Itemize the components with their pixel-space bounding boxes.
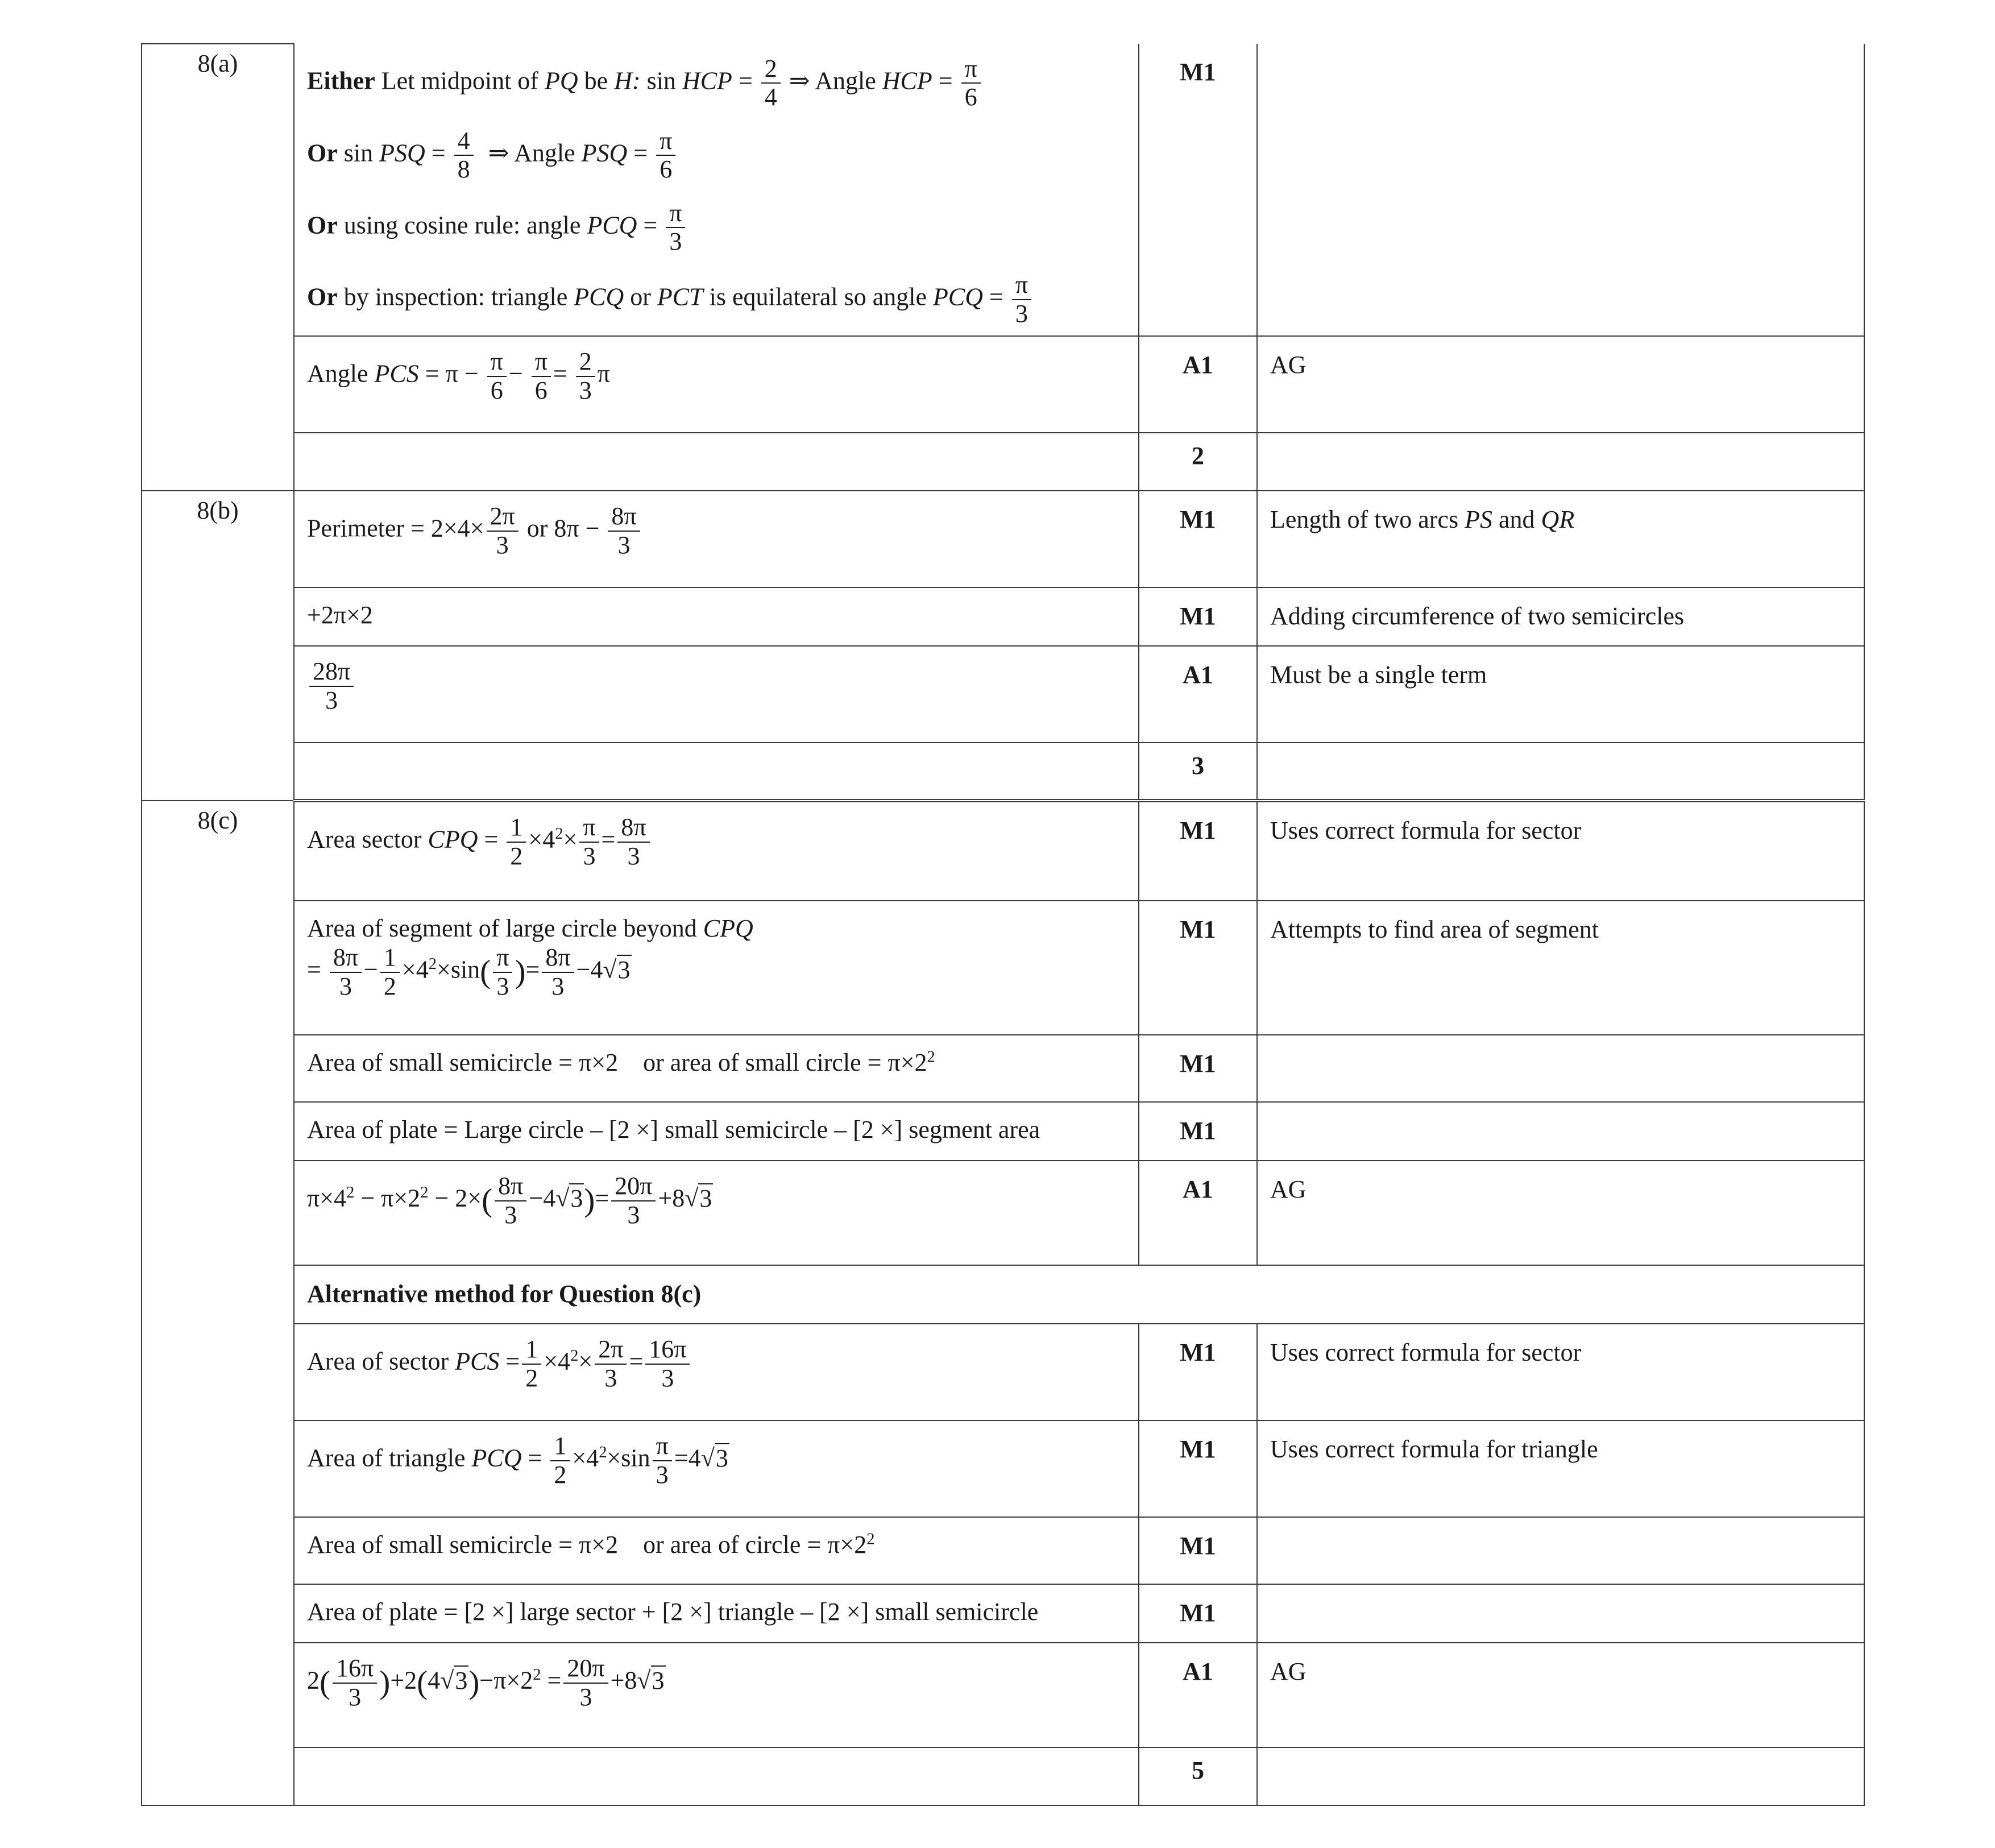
row-8c-alt-semicircle: [142, 1517, 1864, 1584]
fraction: $\frac{8\pi}{3}$: [542, 944, 574, 1000]
answer-cell: Area of plate = [2 ×] large sector + [2 ×] triangle – [2 ×] small semicircle: [294, 1584, 1139, 1643]
fraction: $\frac{\pi}{3}$: [653, 1432, 672, 1489]
fraction: $\frac{1}{2}$: [522, 1336, 541, 1392]
guidance-cell: [1257, 1102, 1864, 1161]
fraction: $\frac{\pi}{6}$: [487, 348, 507, 404]
guidance-cell: AG: [1257, 336, 1864, 433]
answer-cell: Perimeter = 2×4× $\frac{2\pi}{3}$ or 8π − $\frac{8\pi}{3}$: [294, 491, 1139, 587]
answer-cell: 2( $\frac{16\pi}{3}$ )$+2(4√3)-\pi\times 2^2$ = $\frac{20\pi}{3}$ +8√3: [294, 1643, 1139, 1747]
mark-cell: A1: [1139, 336, 1257, 433]
fraction: $\frac{\pi}{6}$: [532, 348, 551, 404]
mark-cell: M1: [1139, 901, 1257, 1035]
answer-cell: Area of sector PCS = $\frac{1}{2}$ $\times 4^2\times$ $\frac{2\pi}{3}$ = $\frac{16\pi}{3}$: [294, 1324, 1139, 1420]
answer-cell: Area sector CPQ = $\frac{1}{2}$ $\times 4^2\times$ $\frac{\pi}{3}$ = $\frac{8\pi}{3}$: [294, 801, 1139, 901]
row-8b-answer: [142, 646, 1864, 743]
mark-cell: M1: [1139, 1035, 1257, 1102]
row-8b-arcs: [142, 491, 1864, 587]
mark-cell: M1: [1139, 1517, 1257, 1584]
fraction: $\frac{2}{4}$: [761, 55, 781, 111]
question-number: 8(b): [142, 491, 294, 801]
fraction: $\frac{8\pi}{3}$: [617, 814, 649, 870]
guidance-cell: Uses correct formula for triangle: [1257, 1420, 1864, 1517]
mark-cell: M1: [1139, 1102, 1257, 1161]
mark-cell: A1: [1139, 1161, 1257, 1265]
fraction: $\frac{\pi}{3}$: [666, 200, 685, 256]
fraction: $\frac{2}{3}$: [576, 348, 595, 404]
row-8a-total: [142, 433, 1864, 491]
guidance-cell: [1257, 1035, 1864, 1102]
guidance-cell: [1257, 433, 1864, 491]
mark-cell: M1: [1139, 44, 1257, 336]
answer-cell: [294, 743, 1139, 801]
guidance-cell: [1257, 1517, 1864, 1584]
answer-cell: $\pi\times 4^2 - \pi\times 2^2 - 2\times$( $\frac{8\pi}{3}$ −4√3)= $\frac{20\pi}{3}$ +8√3: [294, 1161, 1139, 1265]
answer-line: = $\frac{8\pi}{3}$ − $\frac{1}{2}$ $\times 4^2\times\sin$( $\frac{\pi}{3}$ )= $\frac{8\pi}{3}$ −4√3: [307, 943, 631, 1000]
row-8c-semicircle: [142, 1035, 1864, 1102]
fraction: $\frac{8\pi}{3}$: [330, 944, 362, 1000]
guidance-cell: AG: [1257, 1643, 1864, 1747]
mark-cell: A1: [1139, 646, 1257, 743]
mark-cell: M1: [1139, 1420, 1257, 1517]
mark-cell: M1: [1139, 587, 1257, 646]
guidance-cell: [1257, 1584, 1864, 1643]
question-number: 8(a): [142, 44, 294, 491]
mark-cell: M1: [1139, 1584, 1257, 1643]
fraction: $\frac{28\pi}{3}$: [309, 658, 354, 714]
answer-line: Either Let midpoint of PQ be H: sin HCP = $\frac{2}{4}$ ⇒ Angle HCP = $\frac{\pi}{6}$: [307, 55, 1126, 111]
fraction: $\frac{20\pi}{3}$: [611, 1172, 656, 1229]
fraction: $\frac{\pi}{6}$: [656, 127, 675, 184]
answer-cell: [294, 44, 1139, 336]
total-mark-cell: 3: [1139, 743, 1257, 801]
answer-line: Or sin PSQ = $\frac{4}{8}$ ⇒ Angle PSQ = $\frac{\pi}{6}$: [307, 127, 1126, 184]
fraction: $\frac{1}{2}$: [380, 944, 400, 1000]
row-8a-method: [142, 44, 1864, 336]
answer-cell: Area of small semicircle = π×2 or area of circle = $\pi\times 2^2$: [294, 1517, 1139, 1584]
fraction: $\frac{\pi}{3}$: [579, 814, 599, 870]
answer-cell: Area of plate = Large circle – [2 ×] small semicircle – [2 ×] segment area: [294, 1102, 1139, 1161]
fraction: $\frac{8\pi}{3}$: [608, 503, 640, 559]
mark-cell: A1: [1139, 1643, 1257, 1747]
fraction: $\frac{\pi}{3}$: [493, 944, 512, 1000]
answer-line: Area of segment of large circle beyond CPQ: [307, 914, 753, 943]
total-mark-cell: 5: [1139, 1747, 1257, 1805]
row-8c-alt-result: [142, 1643, 1864, 1747]
guidance-cell: [1257, 1747, 1864, 1805]
alternative-method-heading: Alternative method for Question 8(c): [294, 1265, 1864, 1324]
row-8b-semicircles: [142, 587, 1864, 646]
guidance-cell: Uses correct formula for sector: [1257, 801, 1864, 901]
fraction: $\frac{16\pi}{3}$: [645, 1336, 690, 1392]
answer-cell: Area of small semicircle = π×2 or area of small circle = $\pi\times 2^2$: [294, 1035, 1139, 1102]
row-8c-sector: [142, 801, 1864, 901]
answer-cell: [294, 1747, 1139, 1805]
answer-cell: Area of triangle PCQ = $\frac{1}{2}$ $\times 4^2\times\sin$ $\frac{\pi}{3}$ =4√3: [294, 1420, 1139, 1517]
row-8c-total: [142, 1747, 1864, 1805]
row-8c-segment: [142, 901, 1864, 1035]
answer-cell: [294, 646, 1139, 743]
row-8b-total: [142, 743, 1864, 801]
answer-cell: +2π×2: [294, 587, 1139, 646]
answer-cell: [294, 433, 1139, 491]
mark-cell: M1: [1139, 1324, 1257, 1420]
total-mark-cell: 2: [1139, 433, 1257, 491]
fraction: $\frac{\pi}{6}$: [961, 55, 981, 111]
fraction: $\frac{1}{2}$: [507, 814, 526, 870]
answer-cell: [294, 901, 1139, 1035]
question-number: 8(c): [142, 801, 294, 1805]
fraction: $\frac{1}{2}$: [550, 1432, 570, 1489]
answer-line: Or using cosine rule: angle PCQ = $\frac{\pi}{3}$: [307, 200, 1126, 256]
fraction: $\frac{20\pi}{3}$: [563, 1655, 608, 1711]
answer-line: Or by inspection: triangle PCQ or PCT is equilateral so angle PCQ = $\frac{\pi}{3}$: [307, 271, 1126, 328]
guidance-cell: Uses correct formula for sector: [1257, 1324, 1864, 1420]
row-8c-alt-plate: [142, 1584, 1864, 1643]
fraction: $\frac{8\pi}{3}$: [495, 1172, 526, 1229]
fraction: $\frac{2\pi}{3}$: [487, 503, 519, 559]
guidance-cell: Adding circumference of two semicircles: [1257, 587, 1864, 646]
mark-cell: M1: [1139, 801, 1257, 901]
guidance-cell: Must be a single term: [1257, 646, 1864, 743]
fraction: $\frac{4}{8}$: [454, 127, 474, 184]
row-8a-result: [142, 336, 1864, 433]
guidance-cell: Length of two arcs PS and QR: [1257, 491, 1864, 587]
fraction: $\frac{2\pi}{3}$: [595, 1336, 627, 1392]
row-8c-alt-heading: [142, 1265, 1864, 1324]
row-8c-alt-sector: [142, 1324, 1864, 1420]
guidance-cell: AG: [1257, 1161, 1864, 1265]
answer-cell: Angle PCS = π − $\frac{\pi}{6}$ − $\frac{\pi}{6}$ = $\frac{2}{3}$ π: [294, 336, 1139, 433]
fraction: $\frac{\pi}{3}$: [1012, 271, 1031, 328]
row-8c-alt-triangle: [142, 1420, 1864, 1517]
mark-cell: M1: [1139, 491, 1257, 587]
mark-scheme-table: [141, 43, 1865, 1806]
guidance-cell: [1257, 743, 1864, 801]
row-8c-plate: [142, 1102, 1864, 1161]
fraction: $\frac{16\pi}{3}$: [333, 1655, 377, 1711]
guidance-cell: [1257, 44, 1864, 336]
guidance-cell: Attempts to find area of segment: [1257, 901, 1864, 1035]
row-8c-result: [142, 1161, 1864, 1265]
